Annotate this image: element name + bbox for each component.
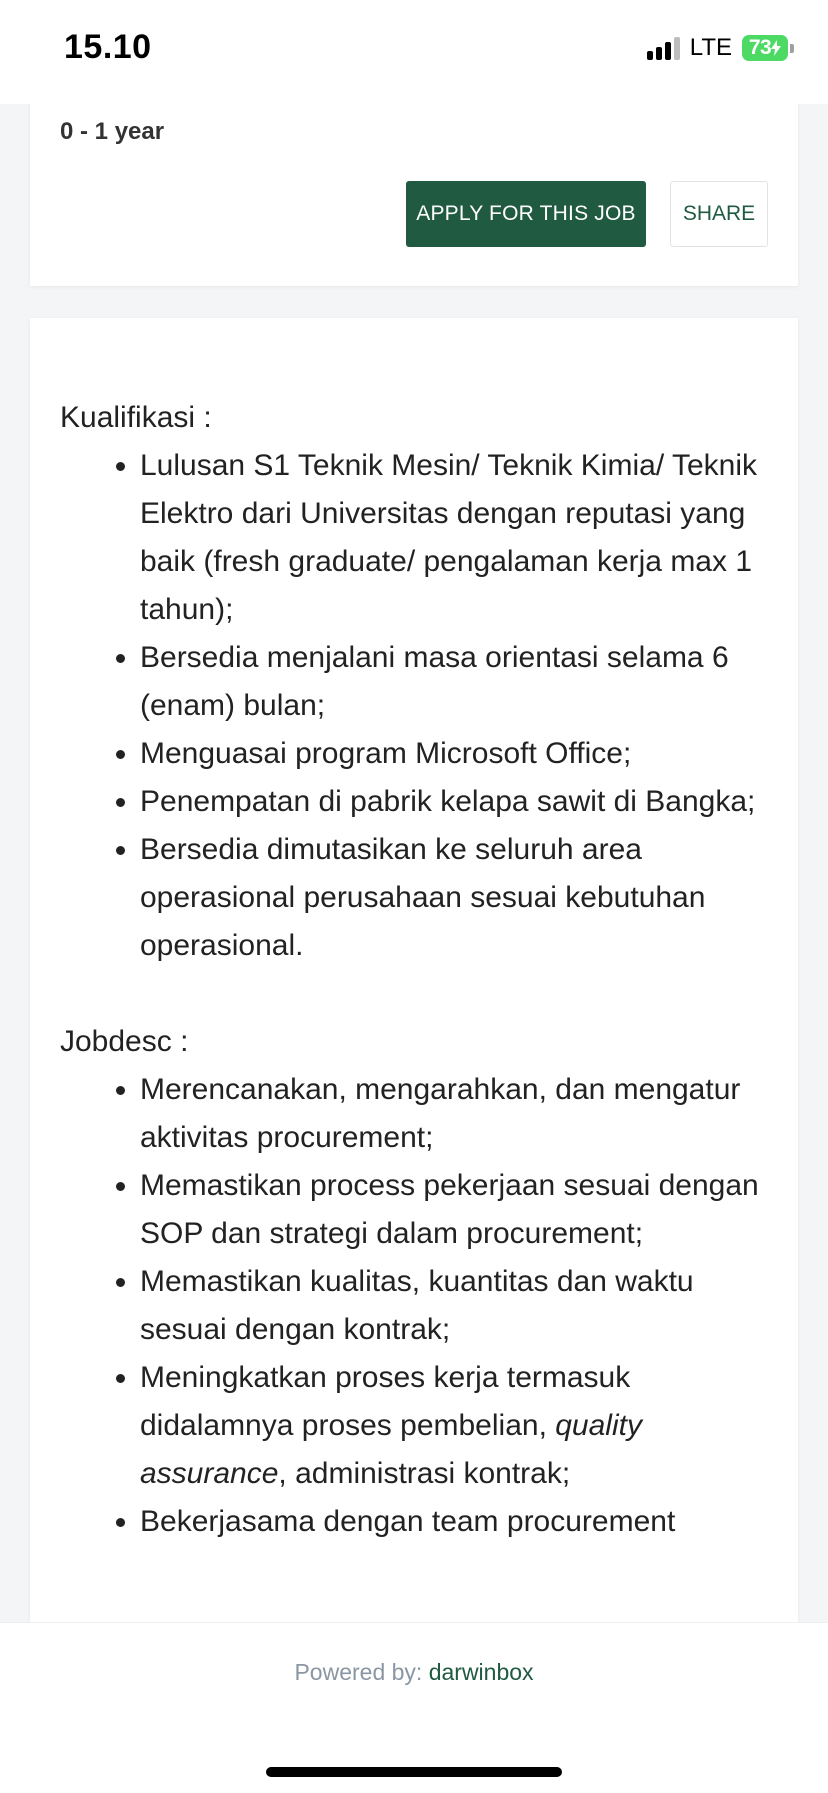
list-item: • Merencanakan, mengarahkan, dan mengatur aktivitas procurement; bbox=[140, 1066, 780, 1162]
italic-term: assurance bbox=[140, 1457, 279, 1490]
network-label: LTE bbox=[689, 34, 732, 61]
apply-button[interactable]: APPLY FOR THIS JOB bbox=[406, 181, 646, 247]
list-item: • Lulusan S1 Teknik Mesin/ Teknik Kimia/ Teknik Elektro dari Universitas dengan reputasi yang baik (fresh graduate/ pengalaman kerja max 1 tahun); bbox=[140, 442, 780, 634]
signal-icon bbox=[647, 36, 680, 60]
battery-icon bbox=[742, 35, 794, 61]
status-time: 15.10 bbox=[64, 28, 152, 66]
share-button[interactable]: SHARE bbox=[670, 181, 768, 247]
battery-level: 73 bbox=[748, 36, 772, 59]
list-item: • Bersedia menjalani masa orientasi selama 6 (enam) bulan; bbox=[140, 634, 780, 730]
powered-by bbox=[0, 1659, 828, 1686]
home-indicator[interactable] bbox=[266, 1767, 562, 1777]
list-item: • Memastikan process pekerjaan sesuai dengan SOP dan strategi dalam procurement; bbox=[140, 1162, 780, 1258]
job-description-card bbox=[30, 318, 798, 1718]
kualifikasi-heading: Kualifikasi : bbox=[60, 401, 212, 434]
kualifikasi-list bbox=[60, 442, 780, 970]
list-item-text: , administrasi kontrak; bbox=[278, 1457, 571, 1490]
list-item: • Memastikan kualitas, kuantitas dan waktu sesuai dengan kontrak; bbox=[140, 1258, 780, 1354]
list-item: • Bersedia dimutasikan ke seluruh area operasional perusahaan sesuai kebutuhan operasional. bbox=[140, 826, 780, 970]
status-indicators bbox=[647, 34, 794, 62]
list-item: • Penempatan di pabrik kelapa sawit di Bangka; bbox=[140, 778, 780, 826]
brand-link[interactable]: darwinbox bbox=[428, 1659, 534, 1685]
footer bbox=[0, 1622, 828, 1793]
jobdesc-heading: Jobdesc : bbox=[60, 1025, 189, 1058]
powered-by-label: Powered by: bbox=[294, 1659, 429, 1685]
jobdesc-list bbox=[60, 1066, 780, 1546]
italic-term: quality bbox=[555, 1409, 642, 1442]
list-item: • Bekerjasama dengan team procurement bbox=[140, 1498, 780, 1546]
list-item-text: Meningkatkan proses kerja termasuk didalamnya proses pembelian, bbox=[140, 1361, 631, 1442]
charging-icon bbox=[771, 40, 781, 56]
job-description bbox=[60, 394, 780, 1546]
list-item: • Menguasai program Microsoft Office; bbox=[140, 730, 780, 778]
list-item bbox=[140, 1354, 780, 1498]
status-bar bbox=[0, 0, 828, 104]
experience-value: 0 - 1 year bbox=[60, 118, 165, 145]
